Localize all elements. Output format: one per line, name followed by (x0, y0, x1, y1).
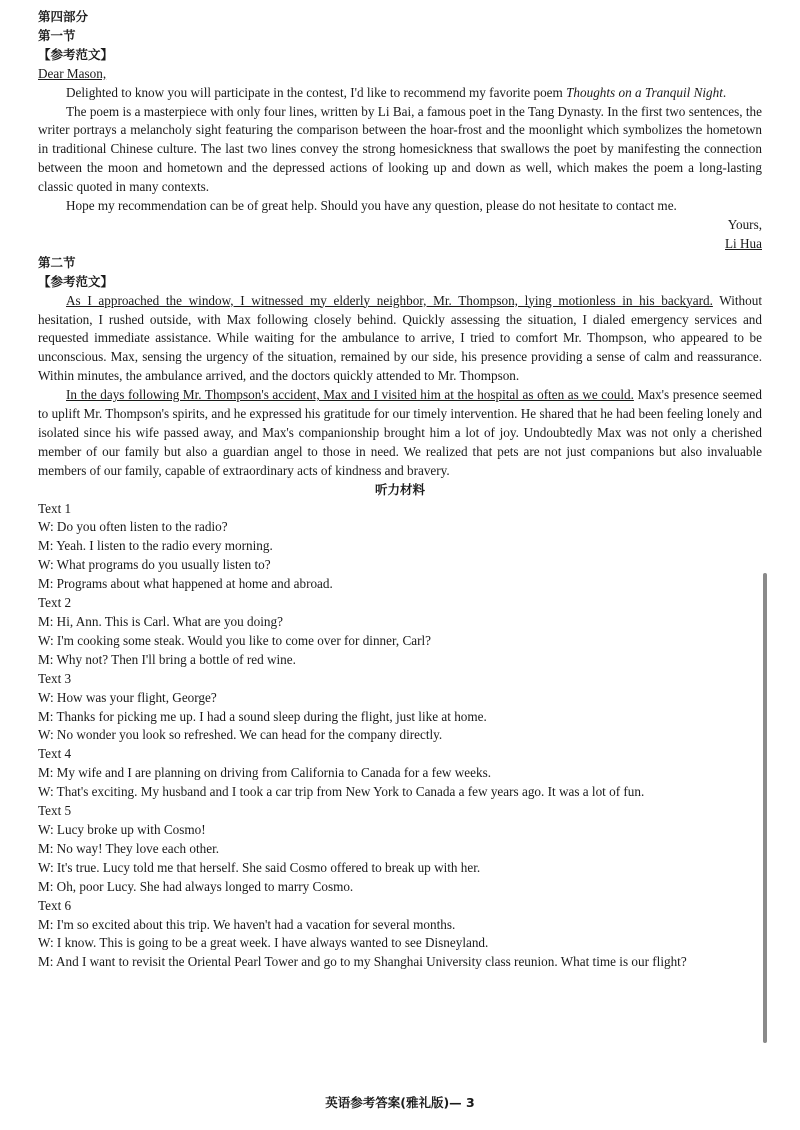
section1-heading: 第一节 (38, 27, 76, 43)
letter-paragraph-2: The poem is a masterpiece with only four lines, written by Li Bai, a famous poet in the Tang Dynasty. In the first two sentences, the writer portrays a melancholy sight featuring the comparison between the hoar-frost and the moonlight which symbolizes the hometown in traditional Chinese culture. The last two lines convey the strong homesickness that swallows the poet by manifesting the connection between the moon and hometown and the depressed actions of looking up and down as well, which makes the poem a long-lasting classic quoted in many contexts. (38, 103, 762, 195)
transcript-line: W: No wonder you look so refreshed. We can head for the company directly. (38, 727, 443, 743)
transcript-line: W: I know. This is going to be a great week. I have always wanted to see Disneyland. (38, 935, 489, 951)
transcript-line: M: My wife and I are planning on driving from California to Canada for a few weeks. (38, 765, 492, 781)
transcript-line: W: How was your flight, George? (38, 689, 217, 705)
story-p2-rest: Max's presence seemed to uplift Mr. Thompson's spirits, and he expressed his gratitude for our timely intervention. He shared that he had been feeling lonely and isolated since his wife passed away, and Max's companionship brought him a lot of joy. Undoubtedly Max was not only a cherished member of our family but also a guardian angel to those in need. We realized that pets are not just companions but also invaluable members of our family, capable of extraordinary acts of kindness and bravery. (38, 387, 762, 478)
transcript-line: Text 1 (38, 500, 72, 516)
transcript-line: M: And I want to revisit the Oriental Pearl Tower and go to my Shanghai University class reunion. What time is our flight? (38, 954, 687, 970)
story-p2-first-sentence: In the days following Mr. Thompson's accident, Max and I visited him at the hospital as often as we could. (66, 387, 634, 403)
transcript-line: W: Do you often listen to the radio? (38, 519, 228, 535)
transcript-line: Text 3 (38, 670, 72, 686)
section2-label: 【参考范文】 (38, 273, 114, 289)
scrollbar[interactable] (763, 573, 767, 1043)
letter-p1-text: Delighted to know you will participate in the contest, I'd like to recommend my favorite poem (66, 84, 567, 100)
transcript-line: M: Thanks for picking me up. I had a sound sleep during the flight, just like at home. (38, 708, 487, 724)
transcript-line: Text 5 (38, 803, 72, 819)
transcript-line: M: I'm so excited about this trip. We haven't had a vacation for several months. (38, 916, 456, 932)
letter-p1-end: . (722, 84, 727, 100)
transcript-line: Text 4 (38, 746, 72, 762)
transcript-line: Text 6 (38, 897, 72, 913)
transcript-line: M: Programs about what happened at home and abroad. (38, 576, 333, 592)
listening-transcript (38, 500, 762, 973)
poem-title: Thoughts on a Tranquil Night (566, 84, 723, 100)
transcript-line: M: Yeah. I listen to the radio every morning. (38, 538, 273, 554)
letter-salutation: Dear Mason, (38, 65, 107, 81)
letter-paragraph-3: Hope my recommendation can be of great help. Should you have any question, please do not hesitate to contact me. (66, 198, 677, 214)
transcript-line: W: What programs do you usually listen to? (38, 557, 271, 573)
transcript-line: M: No way! They love each other. (38, 840, 220, 856)
transcript-line: M: Hi, Ann. This is Carl. What are you doing? (38, 614, 283, 629)
story-paragraph-1 (38, 292, 762, 387)
section2-heading: 第二节 (38, 254, 76, 270)
document-page (38, 8, 762, 972)
listening-title: 听力材料 (374, 481, 425, 497)
transcript-line: W: I'm cooking some steak. Would you like to come over for dinner, Carl? (38, 632, 432, 648)
transcript-line: M: Oh, poor Lucy. She had always longed to marry Cosmo. (38, 878, 354, 894)
transcript-line: W: It's true. Lucy told me that herself. She said Cosmo offered to break up with her. (38, 859, 481, 875)
part-title: 第四部分 (38, 9, 89, 24)
letter-signature: Li Hua (725, 235, 762, 251)
story-p1-first-sentence: As I approached the window, I witnessed my elderly neighbor, Mr. Thompson, lying motionless in his backyard. (66, 292, 713, 308)
transcript-line: Text 2 (38, 595, 72, 611)
letter-paragraph-1 (38, 84, 762, 103)
story-paragraph-2 (38, 386, 762, 481)
transcript-line: M: Why not? Then I'll bring a bottle of red wine. (38, 651, 296, 667)
transcript-line: W: That's exciting. My husband and I took a car trip from New York to Canada a few years ago. It was a lot of fun. (38, 784, 645, 800)
transcript-line: W: Lucy broke up with Cosmo! (38, 821, 206, 837)
page-footer: 英语参考答案(雅礼版)— 3 (325, 1095, 475, 1110)
section1-label: 【参考范文】 (38, 46, 114, 62)
story-p1-rest: Without hesitation, I rushed outside, with Max following closely behind. Quickly assessing the situation, I dialed emergency services and requested immediate assistance. While waiting for the ambulance to arrive, I tried to comfort Mr. Thompson, who appeared to be unconscious. Max, sensing the urgency of the situation, remained by our side, his presence providing a sense of calm and reassurance. Within minutes, the ambulance arrived, and the doctors quickly attended to Mr. Thompson. (38, 292, 763, 384)
letter-closing: Yours, (727, 216, 762, 232)
